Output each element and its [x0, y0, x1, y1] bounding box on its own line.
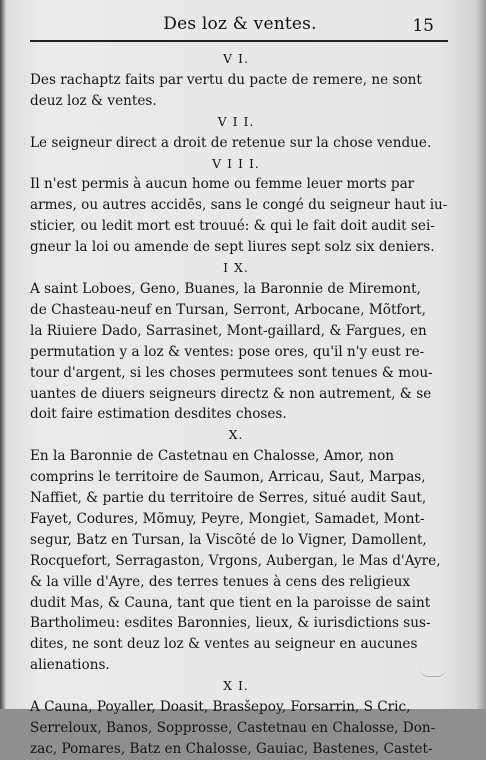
- text-line: de Chasteau-neuf en Tursan, Serront, Arbocane, Mõtfort,: [30, 301, 426, 318]
- text-line: tour d'argent, si les choses permutees sont tenues & mou-: [30, 364, 433, 381]
- text-line: Serreloux, Banos, Sopprosse, Castetnau en Chalosse, Don-: [30, 720, 436, 736]
- text-line: sticier, ou ledit mort est trouué: & qui le fait doit audit sei-: [30, 218, 435, 235]
- text-line: dites, ne sont deuz loz & ventes au seigneur en aucunes: [30, 636, 418, 653]
- text-line: uantes de diuers seigneurs directz & non autrement, & se: [30, 385, 432, 402]
- text-line: comprins le territoire de Saumon, Arricau, Saut, Marpas,: [30, 469, 426, 486]
- text-line: Le seigneur direct a droit de retenue sur la chose vendue.: [30, 134, 432, 151]
- page-curl-mark: [420, 668, 446, 677]
- spine-shadow: [0, 0, 6, 709]
- text-line: zac, Pomares, Batz en Chalosse, Gauiac, Bastenes, Castet-: [30, 740, 433, 757]
- text-line: deuz loz & ventes.: [30, 92, 157, 109]
- text-line: & la ville d'Ayre, des terres tenues à cens des religieux: [30, 573, 411, 590]
- text-line: Fayet, Codures, Mõmuy, Peyre, Mongiet, Samadet, Mont-: [30, 510, 425, 527]
- article-numeral: V I.: [223, 51, 249, 66]
- text-line: armes, ou autres accidēs, sans le congé du seigneur haut iu-: [30, 197, 448, 214]
- text-line: En la Baronnie de Castetnau en Chalosse, Amor, non: [30, 448, 395, 465]
- text-line: A saint Loboes, Geno, Buanes, la Baronnie de Miremont,: [30, 280, 421, 297]
- text-line: Naffiet, & partie du territoire de Serres, situé audit Saut,: [30, 490, 427, 507]
- article-numeral: V I I.: [217, 113, 255, 129]
- body-text: [30, 49, 448, 760]
- article-numeral: X.: [228, 427, 244, 443]
- page-number: 15: [412, 16, 434, 36]
- text-line: la Riuiere Dado, Sarrasinet, Mont-gaillard, & Fargues, en: [30, 322, 427, 339]
- article-numeral: X I.: [223, 678, 249, 694]
- text-line: Des rachaptz faits par vertu du pacte de remere, ne sont: [30, 71, 422, 88]
- text-line: A Cauna, Poyaller, Doasit, Brasšepoy, Forsarrin, S Cric,: [30, 699, 411, 716]
- text-line: Bartholimeu: esdites Baronnies, lieux, & iurisdictions sus-: [30, 615, 431, 632]
- article-numeral: I X.: [223, 260, 249, 276]
- article-numeral: V I I I.: [212, 155, 260, 171]
- text-line: permutation y a loz & ventes: pose ores, qu'il n'y eust re-: [30, 343, 425, 360]
- text-line: Il n'est permis à aucun home ou femme leuer morts par: [30, 176, 415, 193]
- text-line: segur, Batz en Tursan, la Viscõté de lo Vigner, Damollent,: [30, 531, 427, 548]
- running-head: [0, 14, 486, 40]
- text-line: dudit Mas, & Cauna, tant que tient en la paroisse de saint: [30, 594, 431, 611]
- text-line: Rocquefort, Serragaston, Vrgons, Aubergan, le Mas d'Ayre,: [30, 552, 441, 569]
- text-line: doit faire estimation desdites choses.: [30, 406, 287, 423]
- running-title: Des loz & ventes.: [163, 14, 317, 34]
- text-line: gneur la loi ou amende de sept liures sept solz six deniers.: [30, 239, 435, 256]
- text-line: alienations.: [30, 657, 110, 674]
- header-rule: [30, 40, 448, 42]
